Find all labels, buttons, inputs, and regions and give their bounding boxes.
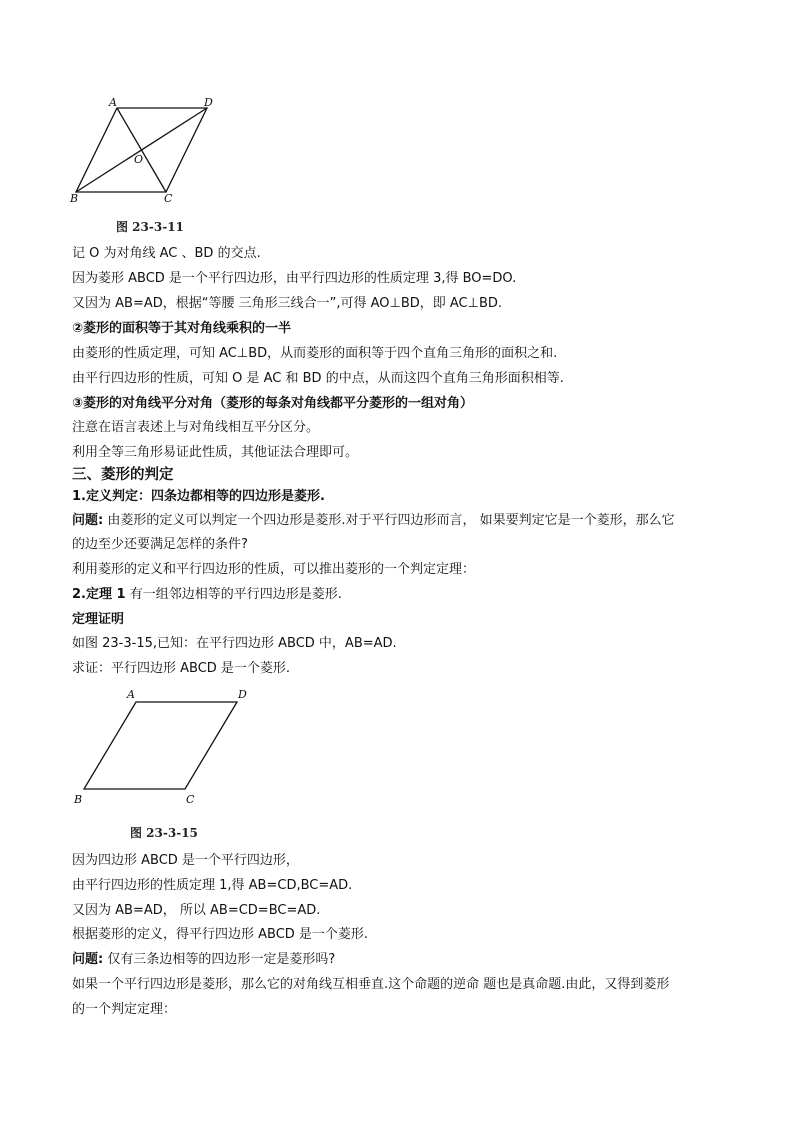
- parallelogram-figure: [70, 686, 260, 810]
- text-line: 根据菱形的定义，得平行四边形 ABCD 是一个菱形.: [72, 927, 369, 942]
- text-line: 如果一个平行四边形是菱形，那么它的对角线互相垂直.这个命题的逆命 题也是真命题.由此，又得到菱形: [72, 977, 670, 992]
- vertex-label-b: B: [70, 192, 79, 205]
- text-line: 利用全等三角形易证此性质，其他证法合理即可。: [72, 445, 359, 460]
- text-line: 注意在语言表述上与对角线相互平分区分。: [72, 420, 320, 435]
- text-line: 又因为 AB=AD，根据“等腰 三角形三线合一”,可得 AO⊥BD，即 AC⊥BD.: [72, 296, 503, 311]
- vertex-label-c: C: [186, 793, 195, 806]
- theorem-text: 有一组邻边相等的平行四边形是菱形.: [125, 587, 342, 602]
- text-line: 因为菱形 ABCD 是一个平行四边形，由平行四边形的性质定理 3,得 BO=DO.: [72, 271, 517, 286]
- text-line: 利用菱形的定义和平行四边形的性质，可以推出菱形的一个判定定理：: [72, 562, 476, 577]
- vertex-label-a: A: [109, 96, 117, 109]
- theorem-line: [72, 586, 342, 604]
- definition-heading: 1.定义判定：四条边都相等的四边形是菱形.: [72, 489, 325, 504]
- property-heading: ②菱形的面积等于其对角线乘积的一半: [72, 321, 292, 336]
- section-heading: 三、菱形的判定: [72, 467, 174, 483]
- vertex-label-c: C: [164, 192, 173, 205]
- text-line: 由菱形的性质定理，可知 AC⊥BD，从而菱形的面积等于四个直角三角形的面积之和.: [72, 346, 558, 361]
- vertex-label-d: D: [204, 96, 213, 109]
- rhombus-diagonals-figure: [70, 96, 230, 208]
- question-label: 问题:: [72, 513, 104, 528]
- question-line: [72, 512, 675, 530]
- question-line: [72, 951, 335, 969]
- text-line: 的一个判定定理：: [72, 1002, 177, 1017]
- question-text: 由菱形的定义可以判定一个四边形是菱形.对于平行四边形而言， 如果要判定它是一个菱形，那么它: [103, 513, 675, 528]
- property-heading: ③菱形的对角线平分对角（菱形的每条对角线都平分菱形的一组对角）: [72, 396, 474, 411]
- vertex-label-b: B: [74, 793, 83, 806]
- figure-caption: 图 23-3-15: [130, 826, 198, 840]
- vertex-label-a: A: [127, 688, 135, 701]
- text-line: 又因为 AB=AD， 所以 AB=CD=BC=AD.: [72, 903, 321, 918]
- proof-heading: 定理证明: [72, 612, 125, 627]
- diagonal-bd: [76, 108, 207, 192]
- text-line: 记 O 为对角线 AC 、BD 的交点.: [72, 246, 261, 261]
- figure-caption: 图 23-3-11: [116, 220, 184, 234]
- text-line: 由平行四边形的性质，可知 O 是 AC 和 BD 的中点，从而这四个直角三角形面积相等.: [72, 371, 564, 386]
- text-line: 因为四边形 ABCD 是一个平行四边形，: [72, 853, 299, 868]
- parallelogram-svg: [70, 686, 260, 810]
- rhombus-diagonals-svg: [70, 96, 230, 208]
- text-line: 的边至少还要满足怎样的条件?: [72, 537, 248, 552]
- center-label-o: O: [134, 153, 144, 166]
- text-line: 求证：平行四边形 ABCD 是一个菱形.: [72, 661, 291, 676]
- vertex-label-d: D: [238, 688, 247, 701]
- question-label: 问题:: [72, 952, 104, 967]
- question-text: 仅有三条边相等的四边形一定是菱形吗?: [103, 952, 336, 967]
- theorem-label: 2.定理 1: [72, 587, 126, 602]
- parallelogram-outline: [84, 702, 237, 789]
- text-line: 如图 23-3-15,已知：在平行四边形 ABCD 中，AB=AD.: [72, 636, 397, 651]
- text-line: 由平行四边形的性质定理 1,得 AB=CD,BC=AD.: [72, 878, 353, 893]
